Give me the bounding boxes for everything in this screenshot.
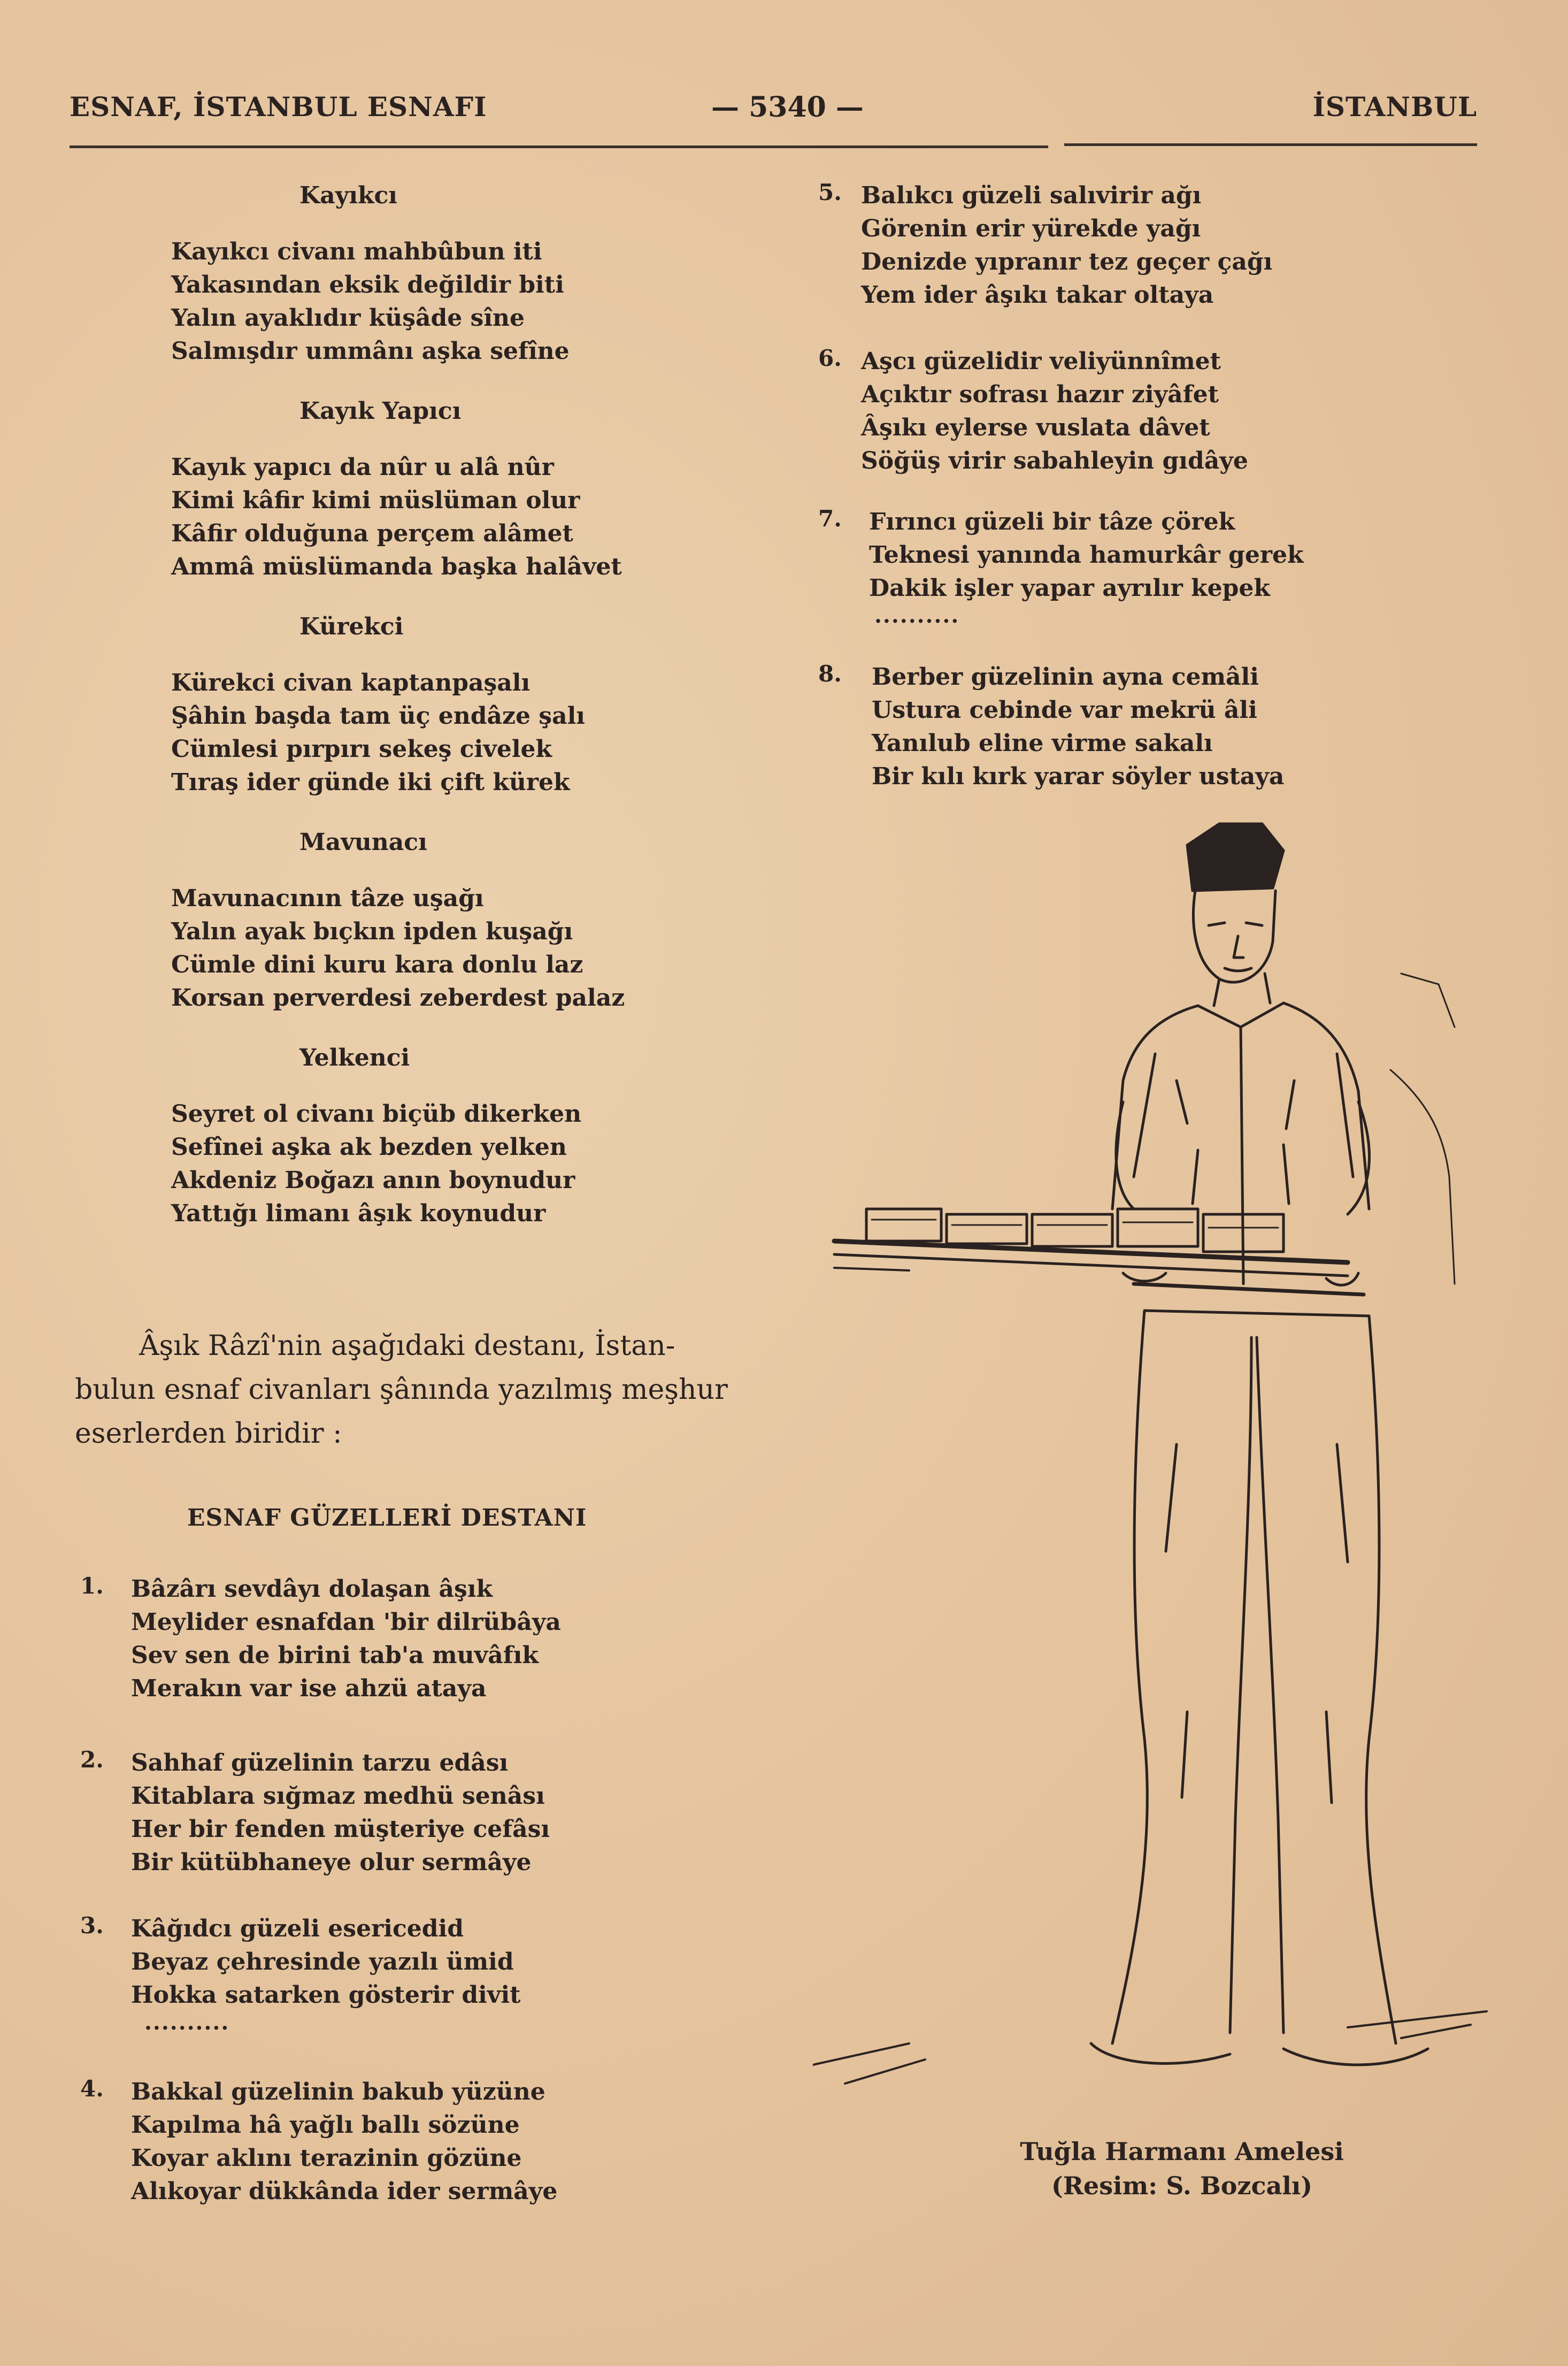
header-section-title: ESNAF, İSTANBUL ESNAFI bbox=[70, 91, 487, 122]
section-kayik-yapici bbox=[70, 397, 765, 584]
verse-omission: .......... bbox=[874, 603, 960, 628]
verse-line: Balıkcı güzeli salıvirir ağı bbox=[861, 182, 1202, 209]
verse-number: 6. bbox=[818, 345, 842, 371]
stanza-line: Kürekci civan kaptanpaşalı bbox=[171, 669, 531, 696]
verse-line: Yem ider âşıkı takar oltaya bbox=[861, 281, 1214, 309]
stanza bbox=[171, 882, 765, 1015]
verse-line: Bir kütübhaneye olur sermâye bbox=[131, 1849, 532, 1876]
stanza bbox=[171, 451, 765, 584]
page-number: — 5340 — bbox=[711, 91, 864, 124]
verse-line: Bakkal güzelinin bakub yüzüne bbox=[131, 2078, 545, 2105]
verse-line: Bâzârı sevdâyı dolaşan âşık bbox=[131, 1575, 493, 1603]
verse-line: Ustura cebinde var mekrü âli bbox=[872, 696, 1257, 724]
verse-line: Kapılma hâ yağlı ballı sözüne bbox=[131, 2111, 520, 2139]
section-mavunaci bbox=[70, 829, 765, 1015]
section-kurekci bbox=[70, 613, 765, 799]
verse-number: 1. bbox=[80, 1573, 104, 1599]
verse-line: Berber güzelinin ayna cemâli bbox=[872, 663, 1259, 691]
verse-1 bbox=[80, 1573, 561, 1705]
stanza-line: Yattığı limanı âşık koynudur bbox=[171, 1200, 546, 1227]
verse-4 bbox=[80, 2076, 557, 2208]
verse-line: Merakın var ise ahzü ataya bbox=[131, 1675, 487, 1702]
stanza-line: Mavunacının tâze uşağı bbox=[171, 885, 484, 912]
stanza bbox=[171, 667, 765, 799]
verse-line: Her bir fenden müşteriye cefâsı bbox=[131, 1816, 550, 1843]
stanza bbox=[171, 1098, 765, 1230]
stanza-line: Salmışdır ummânı aşka sefîne bbox=[171, 338, 570, 365]
worker-illustration bbox=[813, 802, 1492, 2118]
header-rule-left bbox=[70, 146, 1048, 148]
running-header bbox=[70, 91, 1477, 139]
section-title: Kürekci bbox=[299, 613, 404, 640]
verse-line: Beyaz çehresinde yazılı ümid bbox=[131, 1948, 514, 1976]
left-column bbox=[70, 171, 765, 1230]
stanza-line: Yalın ayaklıdır küşâde sîne bbox=[171, 304, 525, 332]
stanza-line: Tıraş ider günde iki çift kürek bbox=[171, 769, 570, 796]
section-yelkenci bbox=[70, 1044, 765, 1230]
verse-line: Sev sen de birini tab'a muvâfık bbox=[131, 1642, 539, 1669]
stanza-line: Yakasından eksik değildir biti bbox=[171, 271, 564, 298]
verse-line: Açıktır sofrası hazır ziyâfet bbox=[861, 381, 1219, 408]
verse-line: Bir kılı kırk yarar söyler ustaya bbox=[872, 763, 1285, 790]
stanza-line: Cümlesi pırpırı sekeş civelek bbox=[171, 736, 552, 763]
verse-line: Meylider esnafdan 'bir dilrübâya bbox=[131, 1609, 561, 1636]
verse-line: Aşcı güzelidir veliyünnîmet bbox=[861, 348, 1221, 375]
illustration-caption bbox=[995, 2134, 1369, 2203]
stanza-line: Kâfir olduğuna perçem alâmet bbox=[171, 520, 573, 547]
section-title: Kayıkcı bbox=[299, 182, 398, 209]
verse-5 bbox=[818, 179, 1272, 312]
header-rule-right bbox=[1064, 143, 1477, 146]
stanza-line: Korsan perverdesi zeberdest palaz bbox=[171, 984, 625, 1012]
verse-line: Görenin erir yürekde yağı bbox=[861, 215, 1201, 242]
verse-7 bbox=[818, 506, 1303, 626]
stanza-line: Seyret ol civanı biçüb dikerken bbox=[171, 1100, 582, 1128]
verse-3 bbox=[80, 1912, 521, 2033]
stanza-line: Ammâ müslümanda başka halâvet bbox=[171, 553, 622, 580]
stanza-line: Şâhin başda tam üç endâze şalı bbox=[171, 702, 586, 730]
caption-title: Tuğla Harmanı Amelesi bbox=[1020, 2137, 1344, 2166]
destan-title: ESNAF GÜZELLERİ DESTANI bbox=[187, 1504, 587, 1532]
section-title: Kayık Yapıcı bbox=[299, 397, 462, 425]
section-title: Mavunacı bbox=[299, 829, 427, 856]
verse-line: Âşıkı eylerse vuslata dâvet bbox=[861, 414, 1210, 441]
verse-line: Söğüş virir sabahleyin gıdâye bbox=[861, 447, 1248, 474]
verse-line: Alıkoyar dükkânda ider sermâye bbox=[131, 2178, 558, 2205]
intro-paragraph bbox=[75, 1324, 759, 1456]
stanza-line: Kayıkcı civanı mahbûbun iti bbox=[171, 238, 542, 265]
verse-omission: .......... bbox=[144, 2010, 230, 2035]
stanza-line: Yalın ayak bıçkın ipden kuşağı bbox=[171, 918, 573, 945]
verse-line: Sahhaf güzelinin tarzu edâsı bbox=[131, 1749, 509, 1777]
verse-2 bbox=[80, 1747, 550, 1879]
verse-line: Teknesi yanında hamurkâr gerek bbox=[869, 541, 1304, 569]
verse-line: Yanılub eline virme sakalı bbox=[872, 730, 1213, 757]
header-volume-title: İSTANBUL bbox=[1312, 91, 1477, 122]
section-title: Yelkenci bbox=[299, 1044, 410, 1071]
stanza bbox=[171, 235, 765, 368]
verse-line: Fırıncı güzeli bir tâze çörek bbox=[869, 508, 1235, 535]
verse-number: 8. bbox=[818, 661, 842, 687]
caption-credit: (Resim: S. Bozcalı) bbox=[1051, 2171, 1313, 2200]
verse-number: 5. bbox=[818, 179, 842, 205]
verse-line: Kâğıdcı güzeli esericedid bbox=[131, 1915, 464, 1942]
verse-line: Denizde yıpranır tez geçer çağı bbox=[861, 248, 1273, 275]
intro-line: eserlerden biridir : bbox=[75, 1418, 342, 1450]
stanza-line: Cümle dini kuru kara donlu laz bbox=[171, 951, 583, 978]
stanza-line: Sefînei aşka ak bezden yelken bbox=[171, 1134, 567, 1161]
verse-line: Koyar aklını terazinin gözüne bbox=[131, 2145, 522, 2172]
verse-line: Dakik işler yapar ayrılır kepek bbox=[869, 575, 1270, 602]
verse-number: 7. bbox=[818, 506, 842, 532]
verse-number: 3. bbox=[80, 1912, 104, 1939]
stanza-line: Kimi kâfir kimi müslüman olur bbox=[171, 487, 580, 514]
intro-line: Âşık Râzî'nin aşağıdaki destanı, İstan- bbox=[139, 1330, 675, 1362]
verse-8 bbox=[818, 661, 1284, 793]
verse-line: Hokka satarken gösterir divit bbox=[131, 1981, 521, 2009]
verse-6 bbox=[818, 345, 1248, 478]
intro-line: bulun esnaf civanları şânında yazılmış meşhur bbox=[75, 1374, 728, 1406]
stanza-line: Akdeniz Boğazı anın boynudur bbox=[171, 1167, 575, 1194]
verse-line: Kitablara sığmaz medhü senâsı bbox=[131, 1782, 545, 1810]
stanza-line: Kayık yapıcı da nûr u alâ nûr bbox=[171, 454, 554, 481]
verse-number: 2. bbox=[80, 1747, 104, 1773]
section-kayikci bbox=[70, 182, 765, 368]
verse-number: 4. bbox=[80, 2076, 104, 2102]
